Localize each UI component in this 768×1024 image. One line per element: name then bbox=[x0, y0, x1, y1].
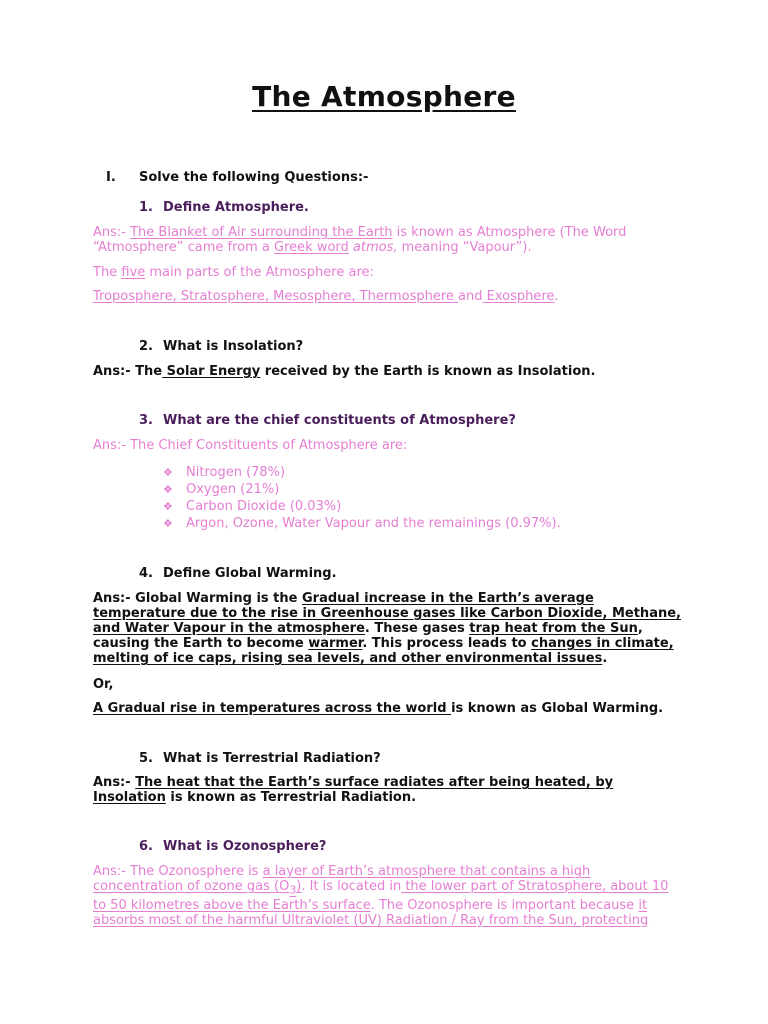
question-6 bbox=[139, 839, 326, 854]
question-text: Define Atmosphere. bbox=[163, 200, 309, 215]
question-number: 5. bbox=[139, 751, 153, 766]
bullet-icon: ❖ bbox=[163, 517, 173, 530]
answer-text: . These gases bbox=[364, 621, 470, 636]
answer-text: and bbox=[458, 289, 483, 304]
answer-text: Ans:- The Chief Constituents of Atmosphere are: bbox=[93, 438, 408, 453]
answer-underlined: changes in climate, melting of ice caps, rising sea levels, and other environmental issues bbox=[93, 636, 674, 666]
bullet-icon: ❖ bbox=[163, 483, 173, 496]
question-number: 4. bbox=[139, 566, 153, 581]
question-text: What are the chief constituents of Atmosphere? bbox=[163, 413, 516, 428]
question-3 bbox=[139, 413, 516, 428]
answer-text: . bbox=[554, 289, 559, 304]
answer-underlined: The heat that the Earth’s surface radiates after being heated, by Insolation bbox=[93, 775, 614, 805]
subscript: 3 bbox=[289, 883, 297, 897]
answer-text: . bbox=[602, 651, 608, 666]
answer-text: is known as Global Warming. bbox=[451, 701, 664, 716]
layers-list: Troposphere, Stratosphere, Mesosphere, Thermosphere bbox=[93, 289, 459, 304]
answer-underlined: Solar Energy bbox=[162, 364, 261, 379]
answer-text: received by the Earth is known as Insolation. bbox=[260, 364, 596, 379]
answer-underlined: Greek word bbox=[274, 240, 349, 255]
list-item bbox=[163, 464, 561, 481]
question-number: 3. bbox=[139, 413, 153, 428]
list-item-text: Argon, Ozone, Water Vapour and the remainings (0.97%). bbox=[186, 516, 561, 531]
list-item bbox=[163, 481, 561, 498]
answer-1 bbox=[93, 225, 683, 255]
answer-text: The bbox=[93, 265, 122, 280]
answer-underlined: it absorbs most of the harmful Ultraviolet (UV) Radiation / Ray from the Sun, protecting bbox=[93, 897, 649, 928]
list-item bbox=[163, 515, 561, 532]
answer-text: is known as Terrestrial Radiation. bbox=[165, 790, 417, 805]
answer-5 bbox=[93, 775, 683, 805]
answer-underlined: the lower part of Stratosphere, about 10 to 50 kilometres above the Earth’s surface bbox=[93, 879, 669, 913]
answer-text: Or, bbox=[93, 677, 114, 692]
question-number: 2. bbox=[139, 339, 153, 354]
question-number: 6. bbox=[139, 839, 153, 854]
answer-1-parts bbox=[93, 265, 683, 280]
answer-4-or bbox=[93, 677, 683, 692]
list-item bbox=[163, 498, 561, 515]
list-item-text: Oxygen (21%) bbox=[186, 482, 280, 497]
answer-prefix: Ans:- bbox=[93, 225, 131, 240]
answer-2 bbox=[93, 364, 683, 379]
section-number: I. bbox=[106, 170, 116, 185]
answer-text: meaning “Vapour”). bbox=[397, 240, 532, 255]
answer-text: , causing the Earth to become bbox=[93, 621, 643, 651]
answer-1-paragraph bbox=[93, 225, 683, 255]
answer-4-alt bbox=[93, 701, 683, 716]
answer-3 bbox=[93, 438, 683, 453]
answer-underlined: ) bbox=[296, 879, 302, 894]
question-5 bbox=[139, 751, 381, 766]
answer-text: main parts of the Atmosphere are: bbox=[145, 265, 374, 280]
question-2 bbox=[139, 339, 303, 354]
list-item-text: Carbon Dioxide (0.03%) bbox=[186, 499, 342, 514]
section-label: Solve the following Questions:- bbox=[139, 170, 369, 185]
question-text: What is Ozonosphere? bbox=[163, 839, 327, 854]
answer-italic: atmos, bbox=[352, 240, 398, 255]
answer-4 bbox=[93, 591, 683, 666]
question-text: Define Global Warming. bbox=[163, 566, 337, 581]
answer-underlined: warmer bbox=[308, 636, 363, 651]
answer-text: . It is located in bbox=[301, 879, 402, 894]
answer-prefix: Ans:- bbox=[93, 775, 136, 790]
question-number: 1. bbox=[139, 200, 153, 215]
list-item-text: Nitrogen (78%) bbox=[186, 465, 286, 480]
answer-underlined: A Gradual rise in temperatures across the world bbox=[93, 701, 452, 716]
layer-exosphere: Exosphere bbox=[482, 289, 555, 304]
answer-prefix: Ans:- The Ozonosphere is bbox=[93, 864, 263, 879]
bullet-icon: ❖ bbox=[163, 466, 173, 479]
question-text: What is Insolation? bbox=[163, 339, 304, 354]
question-1 bbox=[139, 200, 309, 215]
section-heading bbox=[106, 170, 368, 185]
answer-underlined: The Blanket of Air surrounding the Earth bbox=[130, 225, 393, 240]
answer-6 bbox=[93, 864, 683, 928]
answer-text: is known as Atmosphere (The Word “Atmosphere” came from a bbox=[93, 225, 627, 255]
question-text: What is Terrestrial Radiation? bbox=[163, 751, 381, 766]
answer-underlined: Gradual increase in the Earth’s average temperature due to the rise in Greenhouse gases like Carbon Dioxide, Methane, and Water Vapour in the atmosphere bbox=[93, 591, 681, 636]
answer-prefix: Ans:- The bbox=[93, 364, 163, 379]
answer-text: . The Ozonosphere is important because bbox=[370, 897, 639, 913]
answer-underlined: trap heat from the Sun bbox=[469, 621, 638, 636]
answer-underlined: five bbox=[121, 265, 146, 280]
answer-underlined: a layer of Earth’s atmosphere that contains a high concentration of ozone gas (O bbox=[93, 864, 591, 894]
constituents-list bbox=[163, 464, 561, 532]
question-4 bbox=[139, 566, 337, 581]
page-title: The Atmosphere bbox=[252, 80, 516, 113]
bullet-icon: ❖ bbox=[163, 500, 173, 513]
answer-text: . This process leads to bbox=[362, 636, 532, 651]
answer-prefix: Ans:- Global Warming is the bbox=[93, 591, 302, 606]
answer-1-layers bbox=[93, 289, 683, 304]
